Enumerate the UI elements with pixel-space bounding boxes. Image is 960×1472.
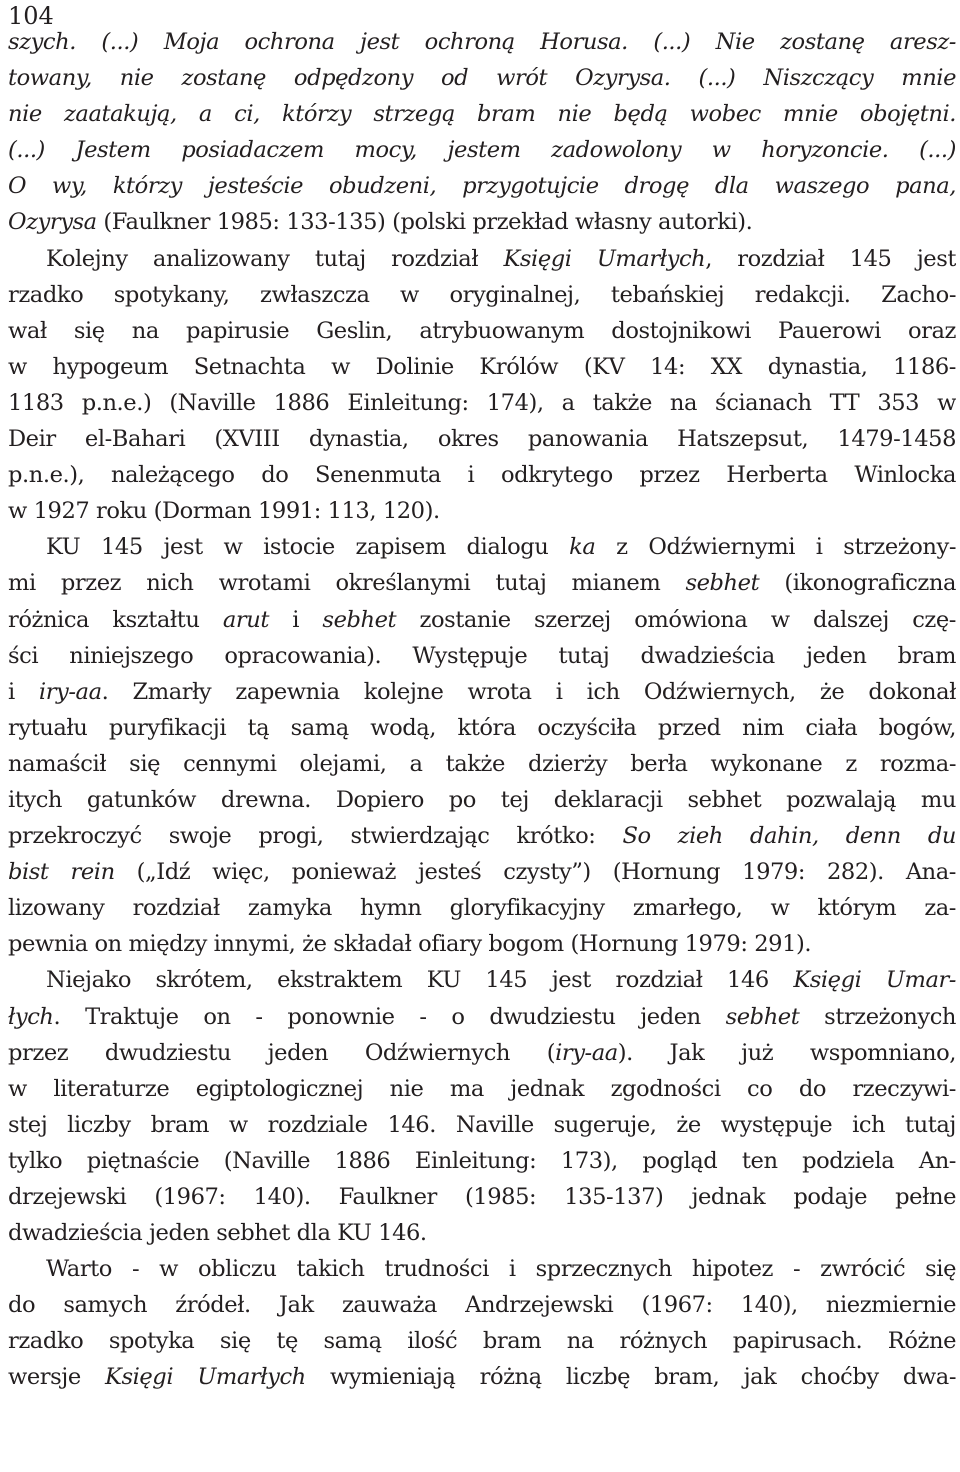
page-number: 104 xyxy=(8,2,54,30)
text-segment: Deir el-Bahari (XVIII dynastia, okres panowania Hatszepsut, 1479-1458 xyxy=(8,426,956,453)
text-line xyxy=(8,168,956,204)
text-segment: zostanie szerzej omówiona w dalszej czę- xyxy=(396,606,956,633)
italic-text: szych. (...) Moja ochrona jest ochroną Horusa. (...) Nie zostanę aresz- xyxy=(8,29,956,55)
text-line xyxy=(8,1107,956,1143)
italic-text: Księgi Umarłych xyxy=(503,245,706,272)
text-line xyxy=(8,241,956,277)
italic-text: sebhet xyxy=(322,606,397,633)
text-segment: KU 145 jest w istocie zapisem dialogu xyxy=(46,534,570,561)
text-segment: Niejako skrótem, ekstraktem KU 145 jest rozdział 146 xyxy=(46,967,794,994)
text-line xyxy=(8,313,956,349)
text-segment: drzejewski (1967: 140). Faulkner (1985: 135-137) jednak podaje pełne xyxy=(8,1184,956,1210)
text-segment: różnica kształtu xyxy=(8,606,223,633)
text-line xyxy=(8,1215,956,1251)
text-segment: . Traktuje on - ponownie - o dwudziestu jeden xyxy=(53,1003,726,1030)
italic-text: sebhet xyxy=(685,570,760,597)
italic-text: arut xyxy=(222,606,269,633)
text-line xyxy=(8,602,956,638)
text-segment: i xyxy=(8,678,39,705)
text-segment: , rozdział 145 jest xyxy=(705,245,956,272)
text-segment: wymieniają różną liczbę bram, jak choćby dwa- xyxy=(305,1364,956,1391)
text-segment: w 1927 roku (Dorman 1991: 113, 120). xyxy=(8,498,440,525)
text-segment: w literaturze egiptologicznej nie ma jednak zgodności co do rzeczywi- xyxy=(8,1075,956,1102)
text-line xyxy=(8,96,956,132)
italic-text: O wy, którzy jesteście obudzeni, przygotujcie drogę dla waszego pana, xyxy=(8,173,956,200)
text-line xyxy=(8,746,956,782)
text-line xyxy=(8,1179,956,1215)
text-line xyxy=(8,710,956,746)
italic-text: towany, nie zostanę odpędzony od wrót Ozyrysa. (...) Niszczący mnie xyxy=(8,65,956,92)
text-line xyxy=(8,674,956,710)
text-line xyxy=(8,999,956,1035)
text-line xyxy=(8,493,956,529)
text-line xyxy=(8,529,956,565)
italic-text: sebhet xyxy=(725,1003,800,1030)
text-segment: 1183 p.n.e.) (Naville 1886 Einleitung: 174), a także na ścianach TT 353 w xyxy=(8,389,956,416)
text-segment: (Faulkner 1985: 133-135) (polski przekład własny autorki). xyxy=(96,209,753,236)
text-segment: wersje xyxy=(8,1364,106,1391)
italic-text: bist rein xyxy=(8,859,115,886)
text-segment: ści niniejszego opracowania). Występuje tutaj dwadzieścia jeden bram xyxy=(8,642,956,669)
text-line xyxy=(8,1143,956,1179)
text-segment: mi przez nich wrotami określanymi tutaj mianem xyxy=(8,570,686,597)
text-segment: Warto - w obliczu takich trudności i sprzecznych hipotez - zwrócić się xyxy=(46,1256,956,1283)
text-segment: („Idź więc, ponieważ jesteś czysty”) (Hornung 1979: 282). Ana- xyxy=(114,859,956,886)
text-line xyxy=(8,638,956,674)
text-segment: przez dwudziestu jeden Odźwiernych ( xyxy=(8,1039,556,1066)
text-line xyxy=(8,457,956,493)
text-segment: namaścił się cennymi olejami, a także dzierży berła wykonane z rozma- xyxy=(8,750,956,777)
text-segment: rytuału puryfikacji tą samą wodą, która oczyściła przed nim ciała bogów, xyxy=(8,714,956,741)
italic-text: iry-aa xyxy=(555,1039,618,1066)
text-segment: pewnia on między innymi, że składał ofiary bogom (Hornung 1979: 291). xyxy=(8,931,812,958)
italic-text: Ozyrysa xyxy=(8,209,97,236)
text-line xyxy=(8,24,956,60)
text-segment: tylko piętnaście (Naville 1886 Einleitung: 173), pogląd ten podziela An- xyxy=(8,1147,956,1174)
text-line xyxy=(8,1359,956,1395)
italic-text: (...) Jestem posiadaczem mocy, jestem zadowolony w horyzoncie. (...) xyxy=(8,137,956,164)
text-line xyxy=(8,1071,956,1107)
text-line xyxy=(8,854,956,890)
text-segment: wał się na papirusie Geslin, atrybuowanym dostojnikowi Pauerowi oraz xyxy=(8,317,956,344)
body-text xyxy=(8,24,956,1396)
text-segment: rzadko spotykany, zwłaszcza w oryginalnej, tebańskiej redakcji. Zacho- xyxy=(8,281,956,308)
text-line xyxy=(8,277,956,313)
text-line xyxy=(8,565,956,601)
text-segment: itych gatunków drewna. Dopiero po tej deklaracji sebhet pozwalają mu xyxy=(8,786,956,813)
italic-text: iry-aa xyxy=(38,678,102,705)
text-segment: p.n.e.), należącego do Senenmuta i odkrytego przez Herberta Winlocka xyxy=(8,462,956,489)
italic-text: ka xyxy=(569,534,596,561)
text-line xyxy=(8,890,956,926)
italic-text: nie zaatakują, a ci, którzy strzegą bram nie będą wobec mnie obojętni. xyxy=(8,101,956,128)
italic-text: Księgi Umar- xyxy=(793,967,956,994)
text-line xyxy=(8,204,956,240)
text-line xyxy=(8,782,956,818)
text-line xyxy=(8,962,956,998)
text-line xyxy=(8,385,956,421)
text-line xyxy=(8,818,956,854)
text-segment: strzeżonych xyxy=(799,1003,956,1030)
text-line xyxy=(8,1035,956,1071)
text-segment: . Zmarły zapewnia kolejne wrota i ich Odźwiernych, że dokonał xyxy=(101,678,956,705)
text-line xyxy=(8,421,956,457)
text-line xyxy=(8,60,956,96)
text-segment: ). Jak już wspomniano, xyxy=(617,1039,956,1066)
text-line xyxy=(8,349,956,385)
text-segment: rzadko spotyka się tę samą ilość bram na różnych papirusach. Różne xyxy=(8,1328,956,1355)
text-segment: dwadzieścia jeden sebhet dla KU 146. xyxy=(8,1220,427,1247)
text-line xyxy=(8,132,956,168)
text-segment: (ikonograficzna xyxy=(759,570,956,597)
text-line xyxy=(8,1287,956,1323)
text-line xyxy=(8,1251,956,1287)
italic-text: Księgi Umarłych xyxy=(105,1364,306,1391)
italic-text: So zieh dahin, denn du xyxy=(622,823,956,850)
text-segment: do samych źródeł. Jak zauważa Andrzejewski (1967: 140), niezmiernie xyxy=(8,1292,956,1319)
text-segment: przekroczyć swoje progi, stwierdzając krótko: xyxy=(8,823,623,850)
text-segment: lizowany rozdział zamyka hymn gloryfikacyjny zmarłego, w którym za- xyxy=(8,895,956,922)
text-segment: z Odźwiernymi i strzeżony- xyxy=(595,534,956,561)
text-segment: Kolejny analizowany tutaj rozdział xyxy=(46,245,504,272)
text-segment: stej liczby bram w rozdziale 146. Naville sugeruje, że występuje ich tutaj xyxy=(8,1111,956,1138)
italic-text: łych xyxy=(8,1003,54,1030)
text-segment: i xyxy=(268,606,323,633)
text-line xyxy=(8,1323,956,1359)
text-line xyxy=(8,926,956,962)
text-segment: w hypogeum Setnachta w Dolinie Królów (KV 14: XX dynastia, 1186- xyxy=(8,353,956,380)
